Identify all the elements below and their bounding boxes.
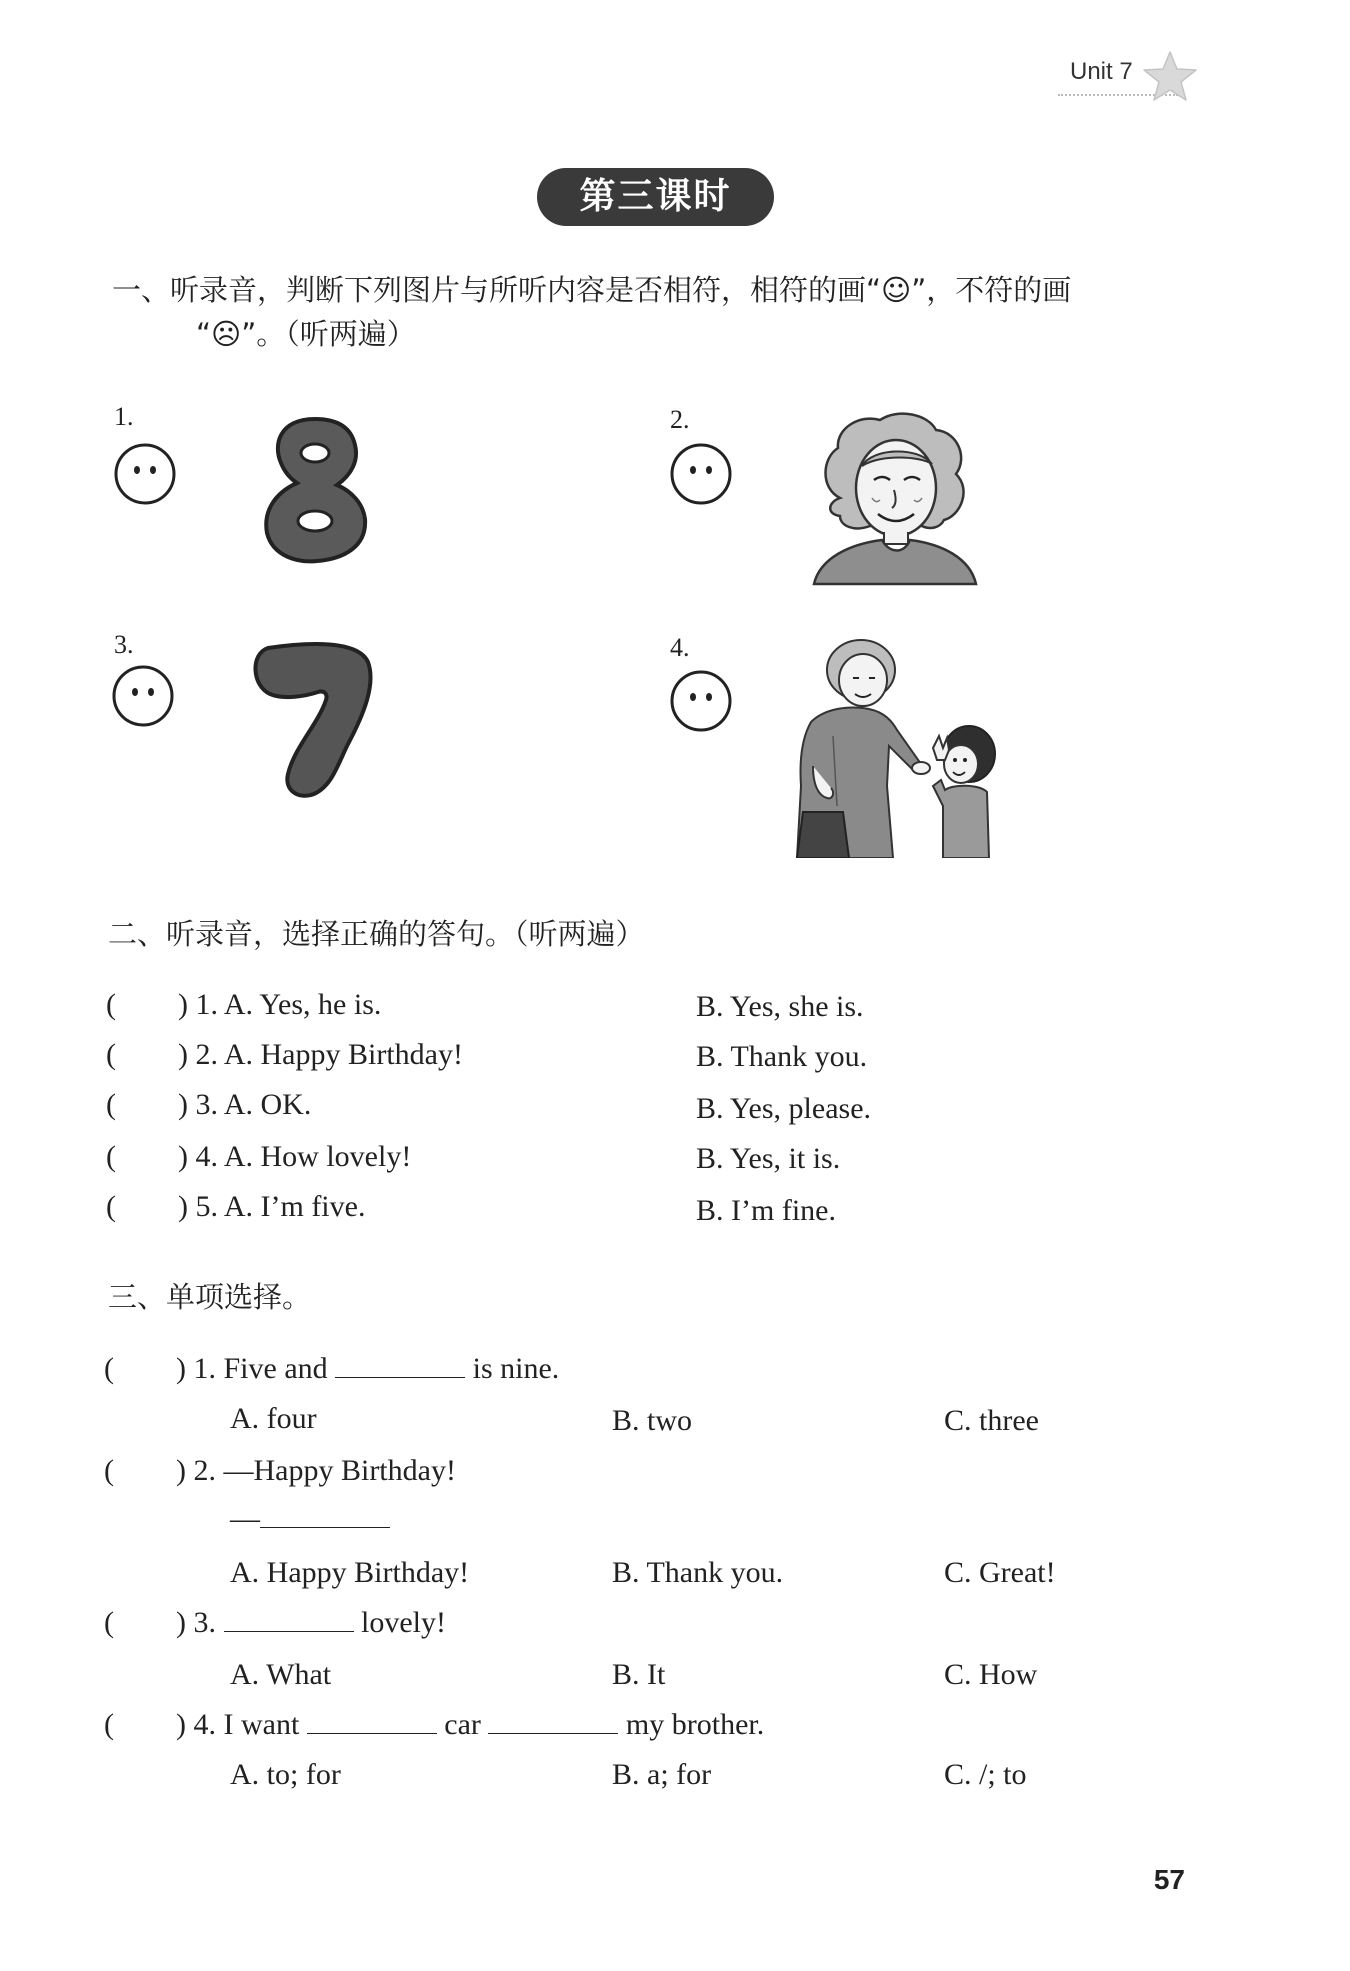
item-number-1: 1. (114, 402, 134, 431)
item-number-3: 3. (114, 630, 134, 659)
number-seven-icon (248, 640, 378, 800)
mc3-prefix: ) 3. (176, 1606, 216, 1639)
multiple-choice-questions (104, 1352, 1104, 1792)
answer-paren-mc2[interactable]: ( (104, 1454, 114, 1487)
answer-paren-2[interactable]: ( (106, 1038, 116, 1071)
smiley-face-icon[interactable] (670, 443, 732, 505)
mc3-blank[interactable] (224, 1630, 354, 1632)
mc4-prefix: ) 4. I want (176, 1708, 300, 1741)
q4-option-b: B. Yes, it is. (696, 1142, 841, 1175)
answer-paren-3[interactable]: ( (106, 1088, 116, 1121)
mc2-reply (230, 1502, 390, 1536)
answer-paren-mc4[interactable]: ( (104, 1708, 114, 1741)
smiley-face-icon[interactable] (112, 665, 174, 727)
answer-paren-1[interactable]: ( (106, 988, 116, 1021)
section1-heading: 一、听录音，判断下列图片与所听内容是否相符，相符的画“☺”，不符的画 (112, 273, 1072, 307)
smiley-face-icon[interactable] (114, 443, 176, 505)
answer-paren-mc3[interactable]: ( (104, 1606, 114, 1639)
smiley-face-icon[interactable] (670, 670, 732, 732)
mc1-option-a: A. four (230, 1402, 317, 1435)
mc1-blank[interactable] (335, 1376, 465, 1378)
mc1-prefix: ) 1. Five and (176, 1352, 328, 1385)
q5-option-b: B. I’m fine. (696, 1194, 836, 1227)
section1-heading-cont: “☹”。（听两遍） (196, 317, 416, 351)
mc2-option-c: C. Great! (944, 1556, 1056, 1589)
mc1-option-b: B. two (612, 1404, 693, 1437)
q1-option-b: B. Yes, she is. (696, 990, 864, 1023)
unit-label: Unit 7 (1070, 58, 1133, 85)
mc2-option-a: A. Happy Birthday! (230, 1556, 470, 1589)
page-number: 57 (1153, 1864, 1185, 1895)
q2-option-a: ) 2. A. Happy Birthday! (178, 1038, 463, 1071)
mc2-dash: — (230, 1502, 260, 1535)
q5-option-a: ) 5. A. I’m five. (178, 1190, 366, 1223)
mc1-stem (176, 1352, 559, 1386)
mc4-suffix: my brother. (625, 1708, 765, 1741)
answer-paren-mc1[interactable]: ( (104, 1352, 114, 1385)
mc4-blank-1[interactable] (307, 1732, 437, 1734)
mc2-blank[interactable] (260, 1526, 390, 1528)
mc3-suffix: lovely! (361, 1606, 446, 1639)
grandmother-and-child (793, 636, 1008, 858)
q1-option-a: ) 1. A. Yes, he is. (178, 988, 382, 1021)
section2-heading: 二、听录音，选择正确的答句。（听两遍） (108, 917, 645, 951)
mc4-option-a: A. to; for (230, 1758, 341, 1791)
item-number-4: 4. (670, 633, 690, 662)
mc2-option-b: B. Thank you. (612, 1556, 784, 1589)
q3-option-a: ) 3. A. OK. (178, 1088, 312, 1121)
q4-option-a: ) 4. A. How lovely! (178, 1140, 412, 1173)
item-number-2: 2. (670, 405, 690, 434)
answer-paren-4[interactable]: ( (106, 1140, 116, 1173)
mc1-suffix: is nine. (472, 1352, 560, 1385)
mc3-option-c: C. How (944, 1658, 1038, 1691)
grandmother-portrait (810, 408, 980, 586)
lesson-title: 第三课时 (537, 168, 774, 226)
q2-option-b: B. Thank you. (696, 1040, 868, 1073)
listening-questions (106, 988, 1006, 1248)
mc1-option-c: C. three (944, 1404, 1039, 1437)
mc4-middle: car (444, 1708, 481, 1741)
answer-paren-5[interactable]: ( (106, 1190, 116, 1223)
mc2-stem: ) 2. —Happy Birthday! (176, 1454, 456, 1487)
mc3-stem (176, 1606, 446, 1640)
mc4-option-c: C. /; to (944, 1758, 1027, 1791)
mc3-option-a: A. What (230, 1658, 332, 1691)
mc3-option-b: B. It (612, 1658, 666, 1691)
q3-option-b: B. Yes, please. (696, 1092, 872, 1125)
mc4-stem (176, 1708, 764, 1742)
section3-heading: 三、单项选择。 (108, 1280, 312, 1314)
mc4-blank-2[interactable] (488, 1732, 618, 1734)
number-eight-icon (255, 415, 375, 565)
mc4-option-b: B. a; for (612, 1758, 712, 1791)
star-icon (1140, 50, 1200, 102)
